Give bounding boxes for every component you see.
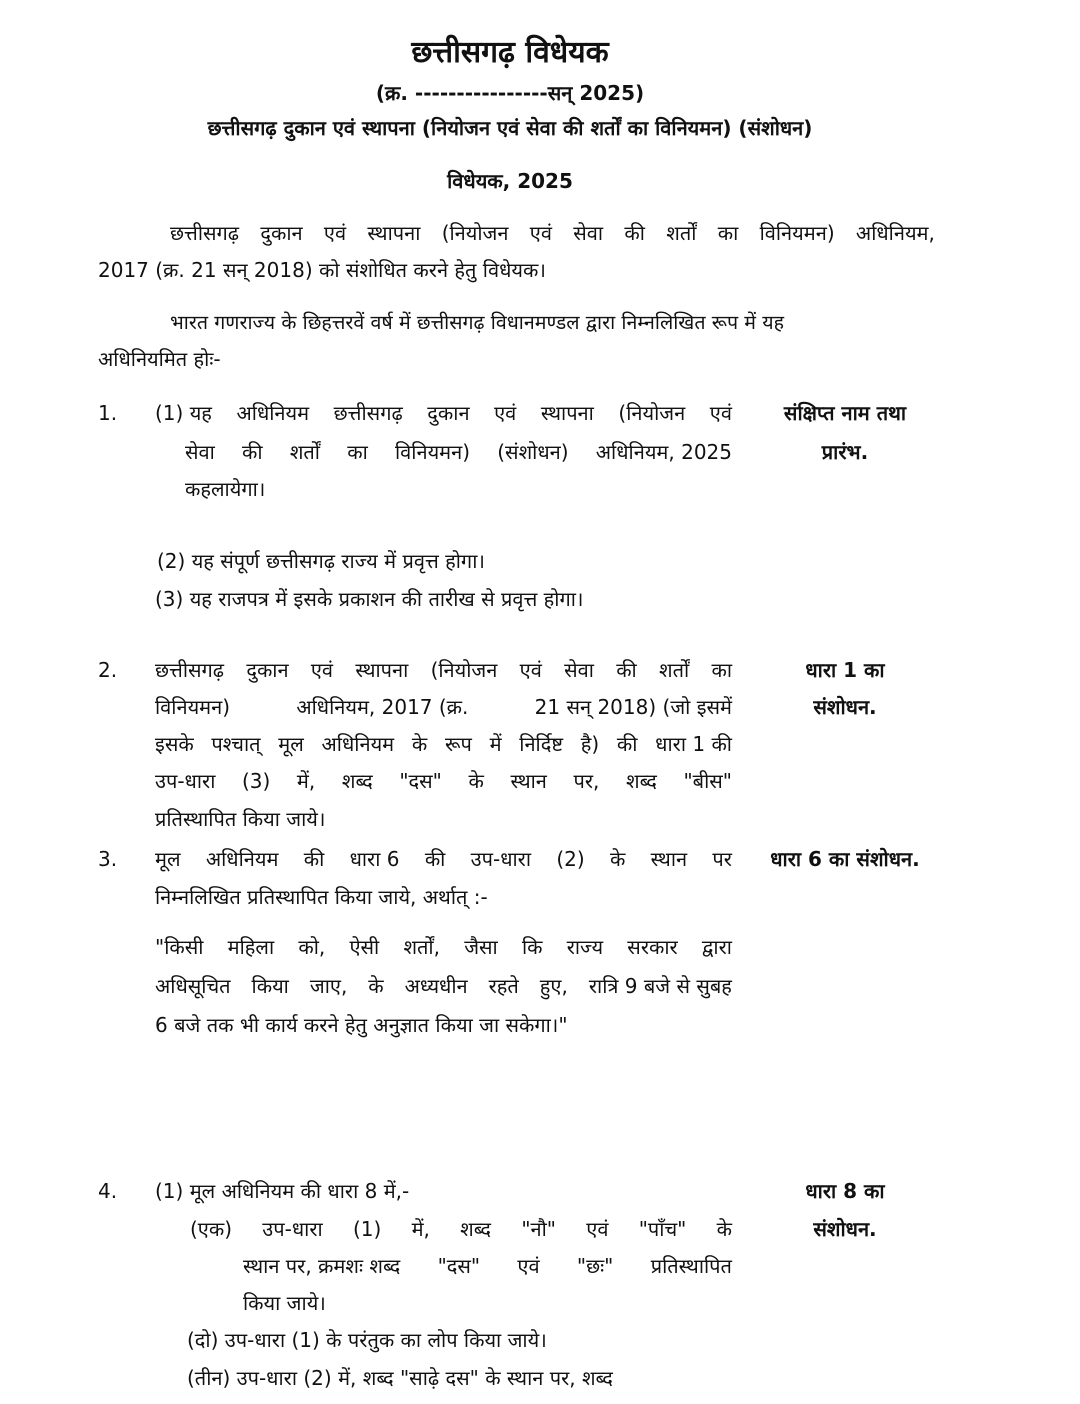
section-1-margin-note-2: प्रारंभ. (821, 440, 869, 464)
section-3-quote-line2 (155, 973, 732, 999)
section-4-clause-do: (दो) उप-धारा (1) के परंतुक का लोप किया जाये। (187, 1328, 547, 1352)
word: के (716, 1217, 732, 1241)
section-4-clause-ek-line3: किया जाये। (243, 1291, 326, 1315)
bill-year: विधेयक, 2025 (447, 169, 573, 193)
word: को, (298, 935, 326, 959)
word: उप-धारा (262, 1217, 323, 1241)
word: निर्दिष्ट (519, 732, 564, 756)
word: (1) (352, 1217, 382, 1241)
word: का (717, 221, 739, 245)
word: एवं (494, 401, 517, 425)
word: कि (521, 935, 543, 959)
word: की (424, 847, 446, 871)
section-2-line4 (155, 768, 732, 794)
word: विनियमन) (759, 221, 835, 245)
section-3-number: 3. (98, 847, 118, 871)
word: मूल (278, 732, 304, 756)
word: (नियोजन (441, 221, 509, 245)
section-2-line2 (155, 694, 732, 720)
word: एवं (586, 1217, 609, 1241)
section-4-clause-teen: (तीन) उप-धारा (2) में, शब्द "साढ़े दस" के स्थान पर, शब्द (187, 1366, 613, 1390)
section-2-margin-note-2: संशोधन. (813, 695, 877, 719)
word: सेवा (564, 658, 594, 682)
word: "नौ" (521, 1217, 556, 1241)
section-1-line1 (155, 400, 732, 426)
bill-subtitle: छत्तीसगढ़ दुकान एवं स्थापना (नियोजन एवं सेवा की शर्तों का विनियमन) (संशोधन) (207, 116, 813, 140)
word: "दस" (437, 1254, 481, 1278)
section-2-margin-note-1: धारा 1 का (805, 658, 885, 682)
word: की (616, 658, 637, 682)
word: धारा 1 की (655, 732, 732, 756)
word: "पाँच" (638, 1217, 687, 1241)
section-4-clause-ek-line2 (243, 1253, 732, 1279)
word: एवं (310, 658, 334, 682)
word: जैसा (464, 935, 498, 959)
preamble-p1-line2: 2017 (क्र. 21 सन् 2018) को संशोधित करने हेतु विधेयक। (98, 258, 546, 282)
word: विनियमन) (155, 695, 231, 719)
word: अधिनियम, (855, 221, 935, 245)
word: मूल (155, 847, 181, 871)
section-4-clause-ek-line1 (190, 1216, 732, 1242)
word: उप-धारा (155, 769, 216, 793)
word: स्थान (650, 847, 688, 871)
word: की (242, 440, 263, 464)
word: 21 सन् 2018) (जो इसमें (534, 695, 732, 719)
word: छत्तीसगढ़ (155, 658, 225, 682)
word: सरकार (627, 935, 678, 959)
section-3-line1 (155, 846, 732, 872)
section-1-subsection-2: (2) यह संपूर्ण छत्तीसगढ़ राज्य में प्रवृत्त होगा। (157, 549, 485, 573)
word: की (624, 221, 645, 245)
word: स्थापना (367, 221, 421, 245)
preamble-p2-line2: अधिनियमित होः- (98, 347, 221, 371)
section-4-line1: (1) मूल अधिनियम की धारा 8 में,- (155, 1179, 410, 1203)
word: स्थान पर, क्रमशः शब्द (243, 1254, 401, 1278)
section-1-number: 1. (98, 401, 118, 425)
word: है) (580, 732, 600, 756)
word: इसके (155, 732, 194, 756)
word: रूप (444, 732, 472, 756)
word: शर्तों, (403, 935, 440, 959)
word: (3) (241, 769, 271, 793)
word: एवं (709, 401, 732, 425)
word: अधिनियम, 2025 (595, 440, 732, 464)
word: अधिनियम (321, 732, 395, 756)
word: एवं (517, 1254, 540, 1278)
section-2-line1 (155, 657, 732, 683)
word: (1) यह (155, 401, 212, 425)
section-1-subsection-3: (3) यह राजपत्र में इसके प्रकाशन की तारीख से प्रवृत्त होगा। (155, 587, 584, 611)
word: रहते (488, 974, 519, 998)
word: दुकान (427, 401, 470, 425)
word: अध्यधीन (404, 974, 468, 998)
word: अधिनियम, 2017 (क्र. (296, 695, 469, 719)
word: में (489, 732, 502, 756)
word: शब्द (460, 1217, 492, 1241)
word: उप-धारा (470, 847, 532, 871)
word: महिला (227, 935, 275, 959)
word: (नियोजन (618, 401, 686, 425)
section-4-margin-note-1: धारा 8 का (805, 1179, 885, 1203)
word: दुकान (246, 658, 289, 682)
word: स्थापना (355, 658, 409, 682)
word: की (303, 847, 325, 871)
page-title: छत्तीसगढ़ विधेयक (411, 35, 609, 70)
word: एवं (323, 221, 347, 245)
word: अधिनियम (205, 847, 279, 871)
word: धारा 6 (349, 847, 400, 871)
preamble-p2-line1: भारत गणराज्य के छिहत्तरवें वर्ष में छत्तीसगढ़ विधानमण्डल द्वारा निम्नलिखित रूप में यह (170, 311, 785, 334)
word: स्थान (510, 769, 547, 793)
word: की (616, 732, 638, 756)
word: के (468, 769, 484, 793)
word: में, (411, 1217, 430, 1241)
word: शर्तों (659, 658, 690, 682)
section-3-quote-line3: 6 बजे तक भी कार्य करने हेतु अनुज्ञात किया जा सकेगा।" (155, 1013, 568, 1037)
word: विनियमन) (394, 440, 471, 464)
word: हुए, (539, 974, 568, 998)
word: सेवा (185, 440, 215, 464)
section-1-line2 (185, 439, 732, 465)
word: (2) (556, 847, 585, 871)
word: "बीस" (683, 769, 732, 793)
word: छत्तीसगढ़ (333, 401, 403, 425)
word: (एक) (190, 1217, 233, 1241)
word: के (609, 847, 626, 871)
word: पश्चात् (211, 732, 261, 756)
word: "छः" (576, 1254, 614, 1278)
word: किया (251, 974, 289, 998)
word: "किसी (155, 935, 204, 959)
word: सेवा (573, 221, 604, 245)
word: पर, (573, 769, 600, 793)
word: एवं (519, 658, 542, 682)
word: छत्तीसगढ़ (170, 221, 240, 245)
bill-number-line: (क्र. ----------------सन् 2025) (375, 81, 645, 105)
preamble-p1-line1 (170, 220, 935, 246)
word: राज्य (566, 935, 604, 959)
word: के (368, 974, 384, 998)
word: द्वारा (701, 935, 732, 959)
word: दुकान (260, 221, 303, 245)
word: शब्द (625, 769, 657, 793)
word: एवं (529, 221, 552, 245)
word: रात्रि 9 बजे से सुबह (588, 974, 732, 998)
word: में, (296, 769, 316, 793)
section-3-quote-line1 (155, 934, 732, 960)
section-1-margin-note-1: संक्षिप्त नाम तथा (783, 401, 907, 425)
word: (संशोधन) (497, 440, 569, 464)
section-2-line5: प्रतिस्थापित किया जाये। (155, 807, 326, 831)
word: का (347, 440, 368, 464)
word: शब्द (341, 769, 373, 793)
section-4-number: 4. (98, 1179, 118, 1203)
section-2-number: 2. (98, 658, 118, 682)
word: शर्तों (666, 221, 697, 245)
word: (नियोजन (430, 658, 498, 682)
word: स्थापना (540, 401, 594, 425)
word: का (711, 658, 732, 682)
word: अधिनियम (236, 401, 310, 425)
section-3-margin-note: धारा 6 का संशोधन. (770, 847, 920, 871)
section-3-line2: निम्नलिखित प्रतिस्थापित किया जाये, अर्थात् :- (155, 885, 488, 909)
word: प्रतिस्थापित (650, 1254, 732, 1278)
word: ऐसी (349, 935, 380, 959)
word: के (411, 732, 428, 756)
word: "दस" (399, 769, 442, 793)
word: जाए, (309, 974, 348, 998)
word: शर्तों (289, 440, 320, 464)
section-4-margin-note-2: संशोधन. (813, 1217, 877, 1241)
section-1-line3: कहलायेगा। (185, 477, 266, 501)
word: अधिसूचित (155, 974, 231, 998)
section-2-line3 (155, 731, 732, 757)
word: पर (712, 847, 732, 871)
